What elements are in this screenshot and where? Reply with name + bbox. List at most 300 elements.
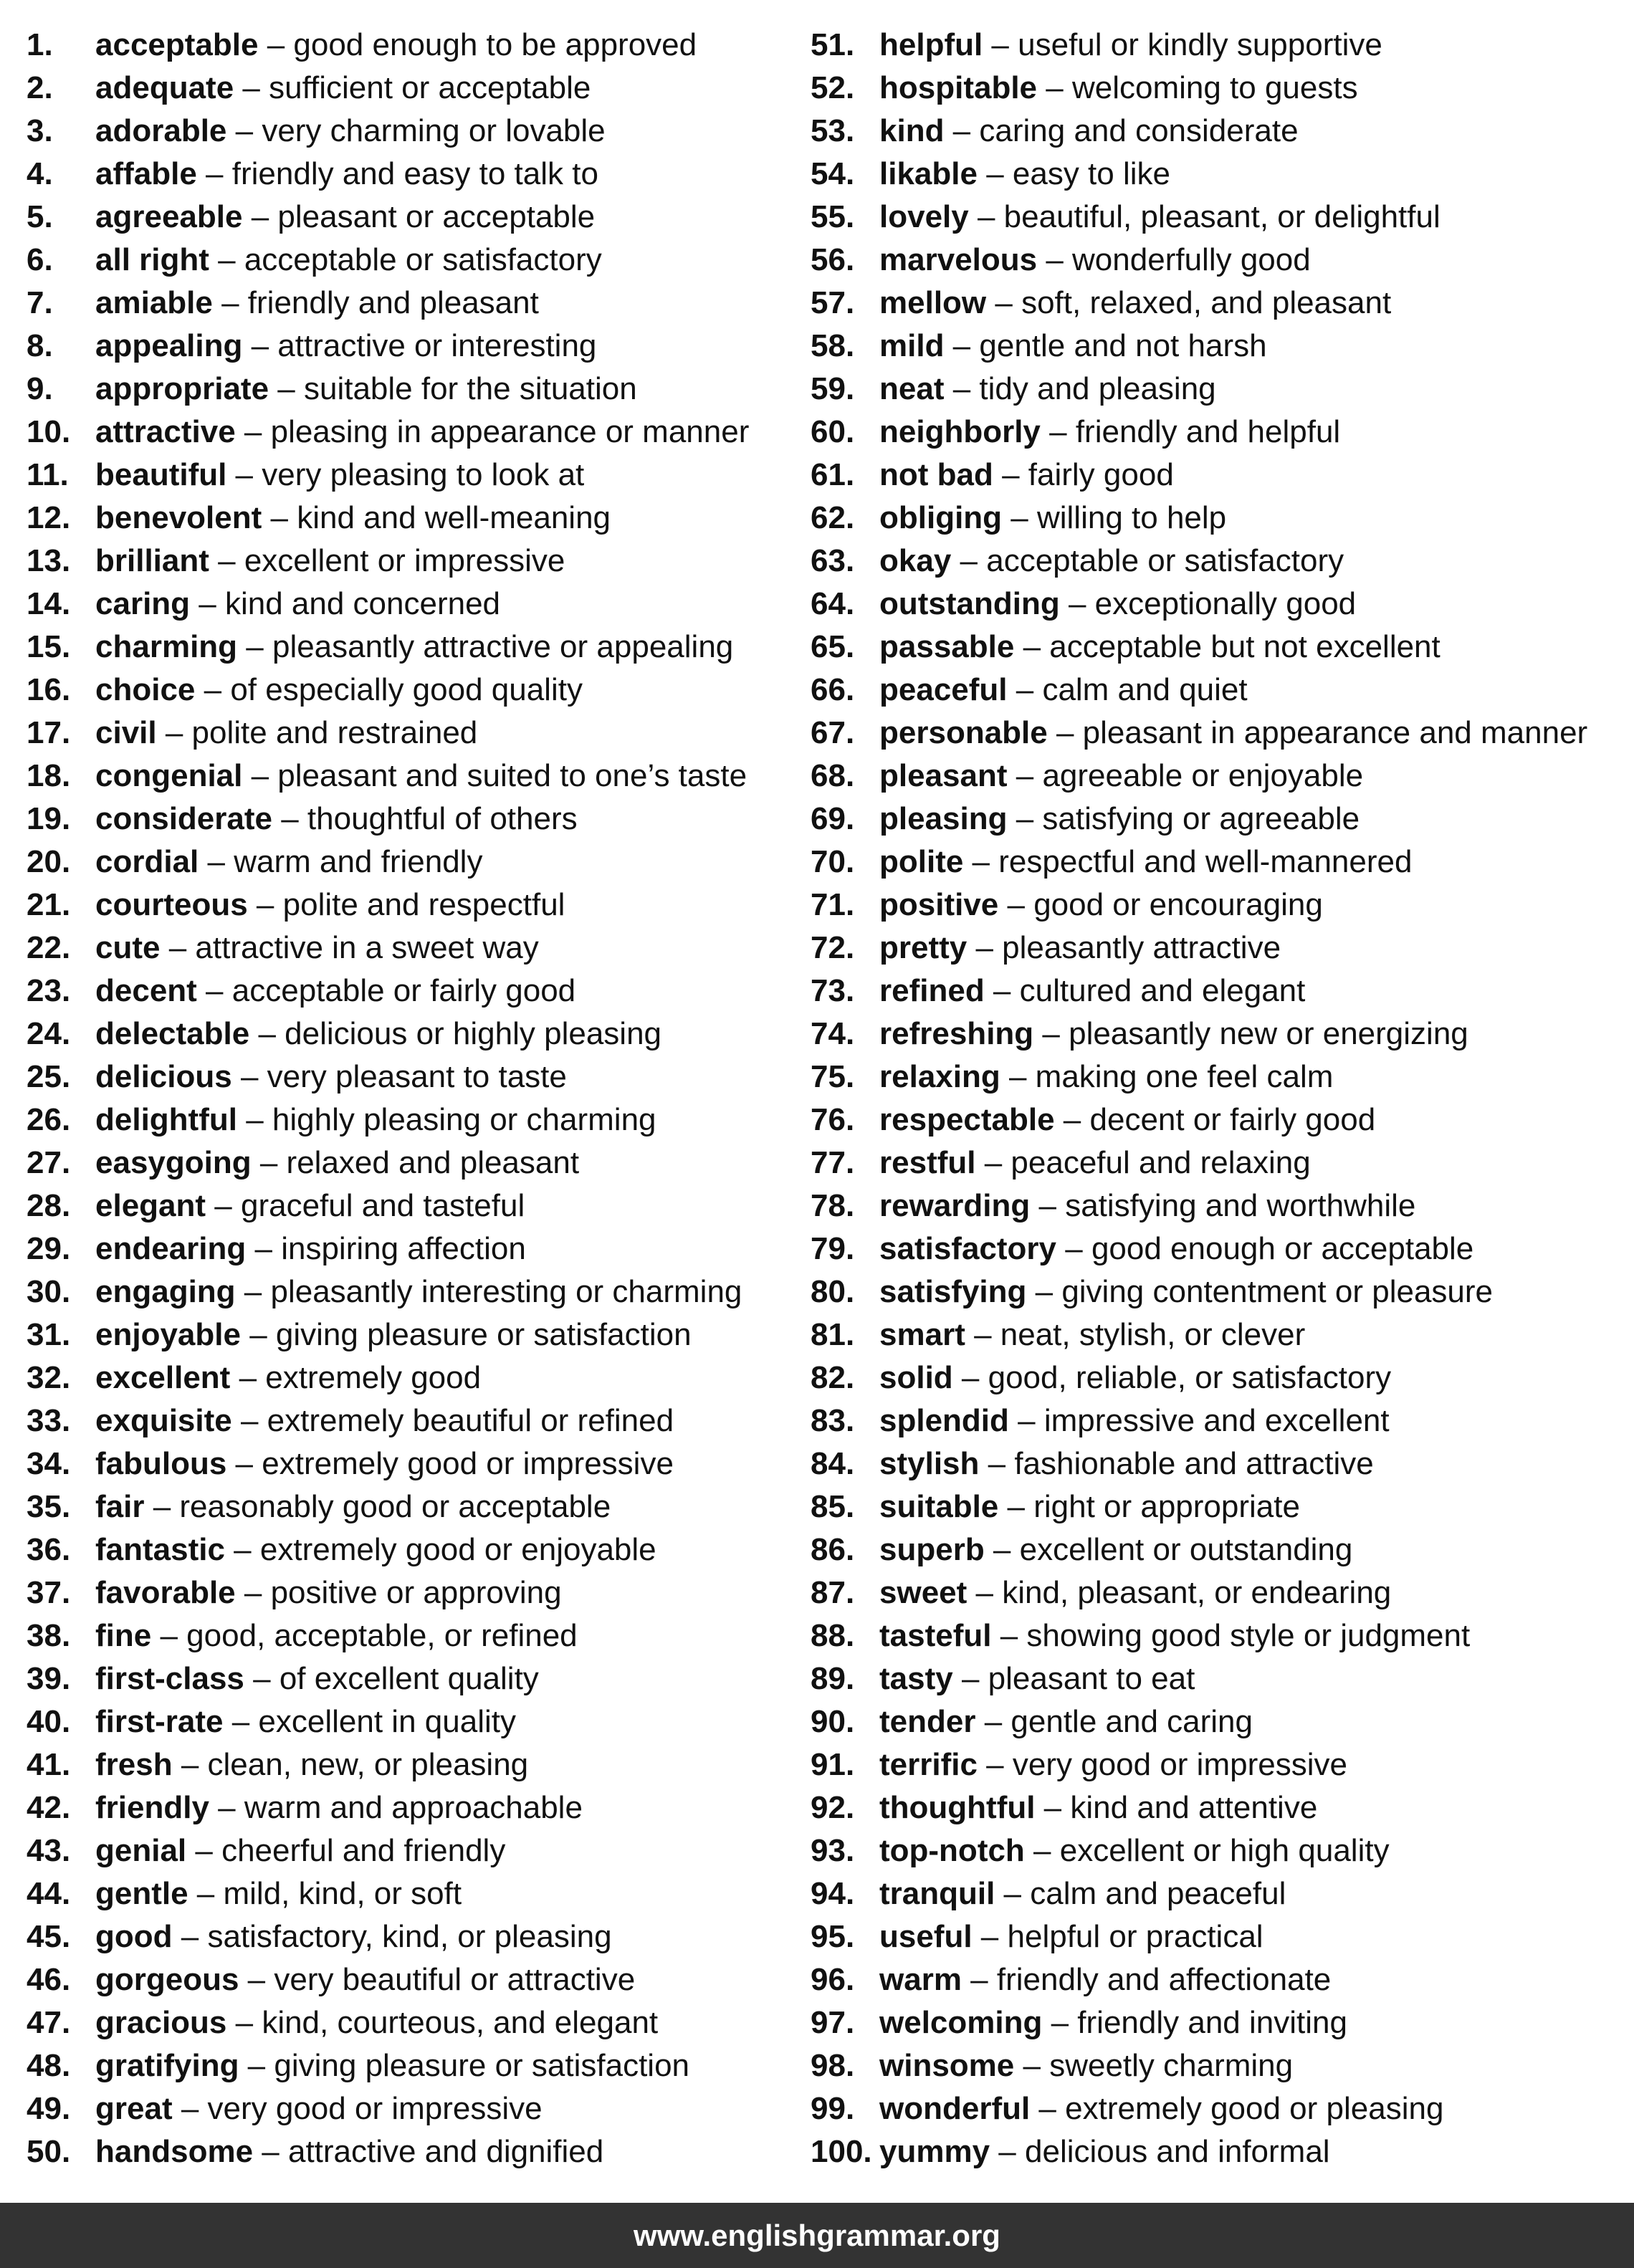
word-entry bbox=[27, 282, 801, 325]
entry-term: elegant bbox=[95, 1188, 206, 1223]
word-entry bbox=[27, 1528, 801, 1571]
entry-separator: – bbox=[235, 1274, 271, 1309]
entry-separator: – bbox=[984, 1532, 1020, 1567]
entry-text bbox=[879, 454, 1174, 497]
entry-separator: – bbox=[190, 586, 225, 621]
entry-text bbox=[879, 1185, 1415, 1228]
entry-text bbox=[879, 2087, 1443, 2130]
entry-term: genial bbox=[95, 1833, 187, 1868]
entry-definition: satisfactory, kind, or pleasing bbox=[207, 1919, 612, 1954]
word-entry bbox=[811, 454, 1620, 497]
entry-separator: – bbox=[209, 543, 244, 578]
entry-separator: – bbox=[172, 1919, 208, 1954]
entry-definition: pleasantly attractive or appealing bbox=[272, 629, 734, 664]
entry-separator: – bbox=[226, 1446, 262, 1481]
entry-separator: – bbox=[235, 1575, 271, 1610]
entry-separator: – bbox=[251, 1145, 287, 1180]
entry-separator: – bbox=[977, 1747, 1013, 1782]
word-entry bbox=[811, 239, 1620, 282]
entry-text bbox=[879, 1485, 1300, 1528]
entry-text bbox=[95, 110, 606, 153]
entry-term: warm bbox=[879, 1962, 962, 1997]
entry-text bbox=[95, 1571, 562, 1614]
entry-term: rewarding bbox=[879, 1188, 1031, 1223]
word-entry bbox=[811, 2044, 1620, 2087]
entry-text bbox=[95, 67, 591, 110]
entry-term: easygoing bbox=[95, 1145, 252, 1180]
entry-text bbox=[879, 1571, 1391, 1614]
entry-text bbox=[95, 1142, 579, 1185]
entry-text bbox=[95, 712, 477, 755]
entry-number: 44. bbox=[27, 1876, 71, 1911]
word-entry bbox=[811, 282, 1620, 325]
word-entry bbox=[27, 583, 801, 626]
entry-separator: – bbox=[1054, 1102, 1090, 1137]
entry-text bbox=[95, 2130, 603, 2173]
word-entry bbox=[27, 2130, 801, 2173]
word-entry bbox=[811, 1399, 1620, 1442]
entry-number: 6. bbox=[27, 242, 53, 277]
entry-separator: – bbox=[188, 1876, 224, 1911]
entry-definition: willing to help bbox=[1036, 500, 1227, 535]
entry-term: neighborly bbox=[879, 414, 1041, 449]
entry-separator: – bbox=[983, 27, 1018, 62]
entry-term: decent bbox=[95, 973, 197, 1008]
entry-definition: friendly and inviting bbox=[1077, 2005, 1347, 2040]
entry-separator: – bbox=[160, 930, 196, 965]
entry-definition: reasonably good or acceptable bbox=[179, 1489, 611, 1524]
entry-definition: good enough or acceptable bbox=[1091, 1231, 1474, 1266]
entry-text bbox=[879, 1271, 1493, 1314]
entry-text bbox=[879, 669, 1248, 712]
entry-term: superb bbox=[879, 1532, 985, 1567]
entry-separator: – bbox=[206, 1188, 241, 1223]
entry-text bbox=[879, 1958, 1331, 2001]
entry-number: 73. bbox=[811, 973, 855, 1008]
entry-term: respectable bbox=[879, 1102, 1055, 1137]
entry-term: adequate bbox=[95, 70, 234, 105]
entry-separator: – bbox=[1056, 1231, 1091, 1266]
word-entry bbox=[811, 1442, 1620, 1485]
entry-text bbox=[879, 1872, 1286, 1915]
word-entry bbox=[811, 2001, 1620, 2044]
entry-text bbox=[95, 1829, 505, 1872]
entry-number: 32. bbox=[27, 1360, 71, 1395]
entry-definition: excellent or high quality bbox=[1059, 1833, 1390, 1868]
entry-separator: – bbox=[1014, 629, 1050, 664]
word-entry bbox=[27, 1228, 801, 1271]
entry-text bbox=[879, 282, 1391, 325]
word-entry bbox=[27, 712, 801, 755]
entry-text bbox=[879, 884, 1323, 927]
entry-separator: – bbox=[231, 1059, 267, 1094]
entry-separator: – bbox=[231, 1403, 267, 1438]
entry-term: personable bbox=[879, 715, 1048, 750]
entry-definition: very charming or lovable bbox=[262, 113, 606, 148]
entry-number: 27. bbox=[27, 1145, 71, 1180]
entry-term: appropriate bbox=[95, 371, 269, 406]
entry-term: gratifying bbox=[95, 2048, 239, 2083]
entry-definition: pleasant and suited to one’s taste bbox=[277, 758, 747, 793]
entry-number: 91. bbox=[811, 1747, 855, 1782]
entry-term: satisfying bbox=[879, 1274, 1027, 1309]
word-entry bbox=[27, 626, 801, 669]
entry-number: 85. bbox=[811, 1489, 855, 1524]
entry-definition: good, acceptable, or refined bbox=[186, 1618, 578, 1653]
entry-separator: – bbox=[272, 801, 307, 836]
entry-number: 99. bbox=[811, 2091, 855, 2126]
entry-term: friendly bbox=[95, 1790, 209, 1825]
word-entry bbox=[27, 497, 801, 540]
entry-number: 50. bbox=[27, 2134, 71, 2169]
entry-separator: – bbox=[242, 199, 278, 234]
entry-separator: – bbox=[1026, 1274, 1062, 1309]
word-entry bbox=[811, 110, 1620, 153]
entry-definition: sweetly charming bbox=[1049, 2048, 1294, 2083]
entry-term: likable bbox=[879, 156, 978, 191]
word-entry bbox=[27, 239, 801, 282]
entry-text bbox=[879, 1399, 1390, 1442]
entry-number: 40. bbox=[27, 1704, 71, 1739]
entry-text bbox=[95, 454, 584, 497]
word-entry bbox=[811, 1142, 1620, 1185]
entry-number: 87. bbox=[811, 1575, 855, 1610]
entry-term: civil bbox=[95, 715, 157, 750]
entry-text bbox=[95, 1056, 567, 1099]
entry-definition: thoughtful of others bbox=[307, 801, 578, 836]
entry-text bbox=[95, 411, 749, 454]
entry-definition: helpful or practical bbox=[1007, 1919, 1263, 1954]
entry-definition: of especially good quality bbox=[230, 672, 583, 707]
entry-term: suitable bbox=[879, 1489, 999, 1524]
entry-number: 90. bbox=[811, 1704, 855, 1739]
entry-separator: – bbox=[226, 2005, 262, 2040]
entry-text bbox=[95, 841, 482, 884]
entry-number: 56. bbox=[811, 242, 855, 277]
entry-number: 88. bbox=[811, 1618, 855, 1653]
entry-separator: – bbox=[226, 457, 262, 492]
entry-term: yummy bbox=[879, 2134, 990, 2169]
entry-number: 23. bbox=[27, 973, 71, 1008]
entry-definition: fairly good bbox=[1028, 457, 1174, 492]
word-entry bbox=[811, 153, 1620, 196]
word-entry bbox=[811, 1700, 1620, 1743]
word-entry bbox=[811, 497, 1620, 540]
word-entry bbox=[27, 1442, 801, 1485]
entry-separator: – bbox=[196, 156, 232, 191]
entry-separator: – bbox=[195, 672, 231, 707]
entry-number: 65. bbox=[811, 629, 855, 664]
entry-text bbox=[95, 153, 598, 196]
entry-definition: decent or fairly good bbox=[1089, 1102, 1376, 1137]
entry-definition: giving contentment or pleasure bbox=[1061, 1274, 1494, 1309]
entry-separator: – bbox=[995, 1876, 1031, 1911]
entry-number: 48. bbox=[27, 2048, 71, 2083]
entry-text bbox=[879, 1357, 1391, 1399]
entry-term: tasteful bbox=[879, 1618, 992, 1653]
entry-term: hospitable bbox=[879, 70, 1038, 105]
entry-term: cordial bbox=[95, 844, 199, 879]
entry-number: 7. bbox=[27, 285, 53, 320]
entry-separator: – bbox=[242, 758, 278, 793]
entry-definition: positive or approving bbox=[270, 1575, 562, 1610]
entry-definition: gentle and not harsh bbox=[979, 328, 1267, 363]
entry-definition: excellent or impressive bbox=[244, 543, 565, 578]
entry-text bbox=[95, 325, 596, 368]
entry-separator: – bbox=[975, 1145, 1011, 1180]
entry-definition: extremely good bbox=[265, 1360, 482, 1395]
entry-separator: – bbox=[1037, 242, 1073, 277]
entry-separator: – bbox=[240, 1317, 276, 1352]
entry-number: 100. bbox=[811, 2134, 872, 2169]
entry-term: choice bbox=[95, 672, 196, 707]
entry-definition: agreeable or enjoyable bbox=[1042, 758, 1364, 793]
entry-term: first-rate bbox=[95, 1704, 224, 1739]
word-entry bbox=[27, 454, 801, 497]
word-entry bbox=[811, 1271, 1620, 1314]
entry-text bbox=[95, 2044, 689, 2087]
entry-text bbox=[95, 970, 575, 1013]
word-entry bbox=[27, 2044, 801, 2087]
entry-text bbox=[879, 368, 1216, 411]
entry-term: enjoyable bbox=[95, 1317, 241, 1352]
entry-separator: – bbox=[977, 156, 1013, 191]
entry-definition: highly pleasing or charming bbox=[272, 1102, 656, 1137]
entry-number: 46. bbox=[27, 1962, 71, 1997]
entry-number: 14. bbox=[27, 586, 71, 621]
entry-term: appealing bbox=[95, 328, 243, 363]
entry-number: 2. bbox=[27, 70, 53, 105]
entry-separator: – bbox=[223, 1704, 259, 1739]
entry-definition: kind, pleasant, or endearing bbox=[1002, 1575, 1392, 1610]
word-entry bbox=[27, 1013, 801, 1056]
word-entry bbox=[811, 1056, 1620, 1099]
entry-definition: polite and respectful bbox=[282, 887, 565, 922]
entry-definition: warm and approachable bbox=[244, 1790, 583, 1825]
entry-term: beautiful bbox=[95, 457, 227, 492]
word-entry bbox=[811, 1915, 1620, 1958]
entry-separator: – bbox=[967, 930, 1003, 965]
entry-number: 58. bbox=[811, 328, 855, 363]
entry-separator: – bbox=[209, 1790, 244, 1825]
entry-term: mild bbox=[879, 328, 945, 363]
entry-text bbox=[879, 712, 1587, 755]
entry-number: 24. bbox=[27, 1016, 71, 1051]
word-entry bbox=[811, 24, 1620, 67]
entry-text bbox=[95, 755, 747, 798]
word-entry bbox=[27, 2087, 801, 2130]
word-entry bbox=[27, 153, 801, 196]
entry-number: 25. bbox=[27, 1059, 71, 1094]
entry-term: pretty bbox=[879, 930, 968, 965]
entry-definition: calm and quiet bbox=[1042, 672, 1248, 707]
entry-number: 4. bbox=[27, 156, 53, 191]
entry-number: 16. bbox=[27, 672, 71, 707]
entry-number: 22. bbox=[27, 930, 71, 965]
entry-separator: – bbox=[1040, 414, 1076, 449]
entry-number: 92. bbox=[811, 1790, 855, 1825]
entry-definition: neat, stylish, or clever bbox=[1000, 1317, 1306, 1352]
entry-separator: – bbox=[975, 1704, 1011, 1739]
entry-text bbox=[879, 583, 1356, 626]
entry-number: 74. bbox=[811, 1016, 855, 1051]
entry-term: solid bbox=[879, 1360, 953, 1395]
word-list-right-column bbox=[811, 24, 1620, 2173]
entry-separator: – bbox=[944, 371, 980, 406]
entry-term: charming bbox=[95, 629, 238, 664]
word-entry bbox=[27, 67, 801, 110]
entry-separator: – bbox=[1030, 2091, 1066, 2126]
entry-separator: – bbox=[944, 328, 980, 363]
entry-definition: pleasant in appearance and manner bbox=[1082, 715, 1588, 750]
entry-term: endearing bbox=[95, 1231, 247, 1266]
entry-separator: – bbox=[993, 457, 1028, 492]
entry-term: adorable bbox=[95, 113, 227, 148]
entry-term: all right bbox=[95, 242, 209, 277]
entry-number: 80. bbox=[811, 1274, 855, 1309]
entry-separator: – bbox=[244, 1661, 280, 1696]
entry-number: 86. bbox=[811, 1532, 855, 1567]
entry-definition: friendly and affectionate bbox=[996, 1962, 1332, 1997]
entry-text bbox=[95, 1743, 528, 1786]
entry-definition: acceptable or satisfactory bbox=[244, 242, 602, 277]
entry-number: 20. bbox=[27, 844, 71, 879]
entry-number: 62. bbox=[811, 500, 855, 535]
entry-definition: delicious and informal bbox=[1025, 2134, 1330, 2169]
word-entry bbox=[811, 2130, 1620, 2173]
entry-number: 78. bbox=[811, 1188, 855, 1223]
entry-term: affable bbox=[95, 156, 197, 191]
entry-term: top-notch bbox=[879, 1833, 1025, 1868]
entry-text bbox=[879, 1657, 1195, 1700]
word-entry bbox=[27, 1314, 801, 1357]
word-entry bbox=[27, 755, 801, 798]
word-entry bbox=[27, 411, 801, 454]
entry-term: fair bbox=[95, 1489, 145, 1524]
entry-definition: welcoming to guests bbox=[1071, 70, 1358, 105]
word-entry bbox=[27, 2001, 801, 2044]
entry-definition: pleasantly attractive bbox=[1002, 930, 1281, 965]
entry-definition: good or encouraging bbox=[1033, 887, 1323, 922]
entry-text bbox=[879, 755, 1363, 798]
entry-number: 63. bbox=[811, 543, 855, 578]
word-entry bbox=[811, 1571, 1620, 1614]
word-entry bbox=[811, 368, 1620, 411]
entry-number: 59. bbox=[811, 371, 855, 406]
entry-definition: pleasant to eat bbox=[988, 1661, 1195, 1696]
word-entry bbox=[811, 755, 1620, 798]
word-entry bbox=[811, 583, 1620, 626]
entry-text bbox=[879, 927, 1281, 970]
word-entry bbox=[27, 1657, 801, 1700]
word-entry bbox=[811, 2087, 1620, 2130]
word-entry bbox=[27, 884, 801, 927]
entry-term: not bad bbox=[879, 457, 993, 492]
entry-definition: satisfying or agreeable bbox=[1042, 801, 1360, 836]
entry-separator: – bbox=[984, 973, 1020, 1008]
entry-text bbox=[95, 196, 595, 239]
entry-text bbox=[95, 1528, 656, 1571]
entry-text bbox=[95, 1657, 539, 1700]
entry-term: winsome bbox=[879, 2048, 1015, 2083]
word-entry bbox=[27, 24, 801, 67]
entry-term: great bbox=[95, 2091, 173, 2126]
entry-definition: attractive in a sweet way bbox=[195, 930, 539, 965]
entry-text bbox=[879, 626, 1440, 669]
entry-term: pleasant bbox=[879, 758, 1008, 793]
entry-text bbox=[879, 1786, 1317, 1829]
entry-separator: – bbox=[249, 1016, 285, 1051]
entry-definition: relaxed and pleasant bbox=[286, 1145, 580, 1180]
entry-text bbox=[879, 1056, 1333, 1099]
entry-definition: kind and concerned bbox=[224, 586, 501, 621]
entry-separator: – bbox=[246, 1231, 282, 1266]
entry-separator: – bbox=[952, 1360, 988, 1395]
entry-number: 33. bbox=[27, 1403, 71, 1438]
entry-term: neat bbox=[879, 371, 945, 406]
entry-definition: very pleasing to look at bbox=[262, 457, 585, 492]
entry-number: 60. bbox=[811, 414, 855, 449]
entry-definition: respectful and well-mannered bbox=[998, 844, 1413, 879]
entry-number: 96. bbox=[811, 1962, 855, 1997]
entry-definition: cultured and elegant bbox=[1019, 973, 1306, 1008]
entry-number: 30. bbox=[27, 1274, 71, 1309]
entry-text bbox=[879, 1013, 1468, 1056]
entry-separator: – bbox=[269, 371, 304, 406]
entry-term: smart bbox=[879, 1317, 965, 1352]
entry-separator: – bbox=[1037, 70, 1072, 105]
entry-number: 95. bbox=[811, 1919, 855, 1954]
entry-separator: – bbox=[1007, 672, 1043, 707]
entry-separator: – bbox=[1000, 1059, 1036, 1094]
entry-term: tranquil bbox=[879, 1876, 995, 1911]
word-entry bbox=[811, 1614, 1620, 1657]
entry-term: satisfactory bbox=[879, 1231, 1057, 1266]
word-entry bbox=[811, 325, 1620, 368]
entry-separator: – bbox=[991, 1618, 1027, 1653]
entry-term: thoughtful bbox=[879, 1790, 1036, 1825]
entry-definition: giving pleasure or satisfaction bbox=[274, 2048, 690, 2083]
entry-separator: – bbox=[239, 2048, 274, 2083]
entry-definition: extremely good or enjoyable bbox=[259, 1532, 656, 1567]
entry-term: polite bbox=[879, 844, 964, 879]
word-entry bbox=[27, 1357, 801, 1399]
word-entry bbox=[27, 798, 801, 841]
entry-definition: right or appropriate bbox=[1033, 1489, 1300, 1524]
entry-text bbox=[95, 583, 500, 626]
word-entry bbox=[27, 1700, 801, 1743]
entry-separator: – bbox=[968, 199, 1004, 234]
entry-text bbox=[95, 2087, 543, 2130]
entry-term: excellent bbox=[95, 1360, 231, 1395]
entry-definition: beautiful, pleasant, or delightful bbox=[1003, 199, 1440, 234]
entry-definition: giving pleasure or satisfaction bbox=[275, 1317, 692, 1352]
entry-number: 45. bbox=[27, 1919, 71, 1954]
entry-definition: fashionable and attractive bbox=[1014, 1446, 1374, 1481]
entry-separator: – bbox=[967, 1575, 1003, 1610]
entry-definition: delicious or highly pleasing bbox=[285, 1016, 662, 1051]
entry-separator: – bbox=[972, 1919, 1008, 1954]
entry-term: courteous bbox=[95, 887, 248, 922]
entry-text bbox=[879, 798, 1360, 841]
footer-bar bbox=[0, 2203, 1634, 2268]
entry-number: 36. bbox=[27, 1532, 71, 1567]
entry-text bbox=[879, 153, 1170, 196]
entry-text bbox=[95, 497, 611, 540]
entry-text bbox=[95, 1271, 742, 1314]
entry-term: passable bbox=[879, 629, 1015, 664]
entry-text bbox=[95, 1399, 674, 1442]
